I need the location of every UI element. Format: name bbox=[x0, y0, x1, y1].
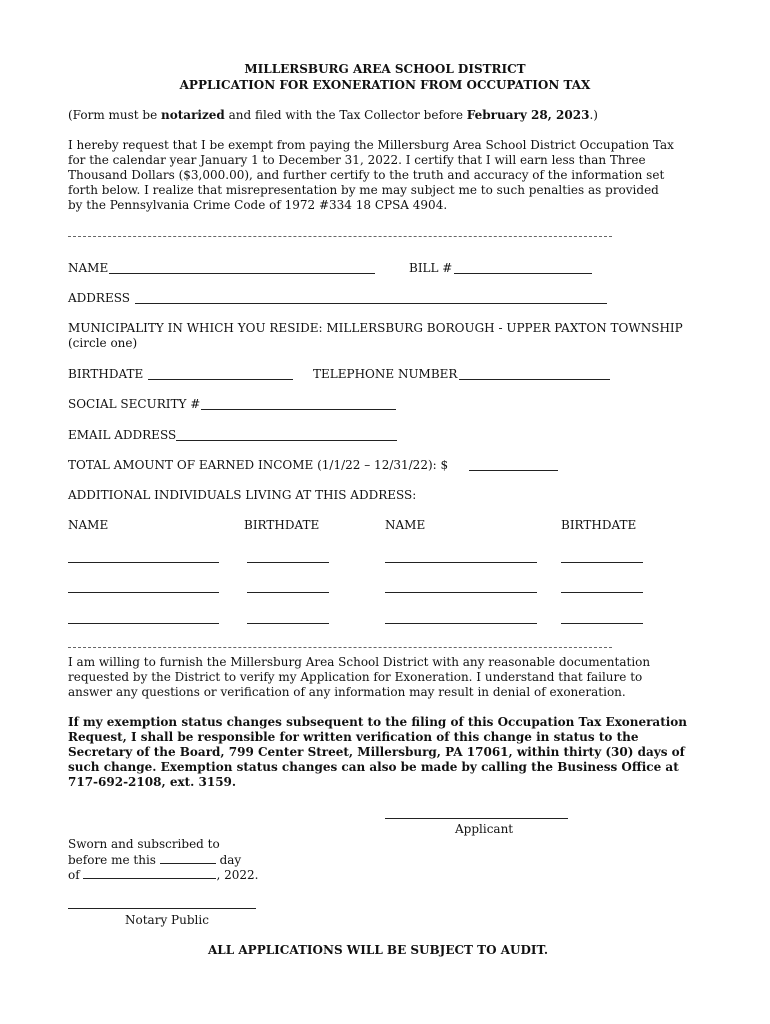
total-income-label: TOTAL AMOUNT OF EARNED INCOME (1/1/22 – 12/31/22): $ bbox=[68, 458, 449, 472]
intro-line: forth below. I realize that misrepresentation by me may subject me to such penalties as provided bbox=[68, 183, 659, 197]
willing-line: I am willing to furnish the Millersburg Area School District with any reasonable documentation bbox=[68, 655, 651, 669]
circle-one-note: (circle one) bbox=[68, 336, 138, 350]
willing-line: requested by the District to verify my Application for Exoneration. I understand that failure to bbox=[68, 670, 643, 684]
additional-birthdate-line[interactable] bbox=[561, 623, 643, 624]
applicant-label: Applicant bbox=[455, 822, 514, 836]
additional-name-line[interactable] bbox=[68, 562, 219, 563]
change-line: If my exemption status changes subsequent to the filing of this Occupation Tax Exoneration bbox=[68, 715, 688, 729]
dashed-divider bbox=[68, 647, 612, 648]
additional-name-line[interactable] bbox=[68, 623, 219, 624]
additional-name-line[interactable] bbox=[385, 623, 537, 624]
intro-line: for the calendar year January 1 to December 31, 2022. I certify that I will earn less than Three bbox=[68, 153, 646, 167]
additional-heading: ADDITIONAL INDIVIDUALS LIVING AT THIS ADDRESS: bbox=[68, 488, 417, 502]
district-title: MILLERSBURG AREA SCHOOL DISTRICT bbox=[244, 62, 526, 76]
birthdate-label: BIRTHDATE bbox=[68, 367, 144, 381]
willing-line: answer any questions or verification of any information may result in denial of exoneration. bbox=[68, 685, 626, 699]
bill-field-line[interactable] bbox=[454, 273, 592, 274]
month-field-line[interactable] bbox=[83, 867, 216, 879]
dashed-divider bbox=[68, 236, 612, 237]
email-label: EMAIL ADDRESS bbox=[68, 428, 177, 442]
col-name-2: NAME bbox=[385, 518, 426, 532]
telephone-label: TELEPHONE NUMBER bbox=[313, 367, 458, 381]
sworn-line-1: Sworn and subscribed to bbox=[68, 837, 220, 851]
birthdate-field-line[interactable] bbox=[148, 379, 293, 380]
address-label: ADDRESS bbox=[68, 291, 130, 305]
total-income-field-line[interactable] bbox=[469, 470, 558, 471]
additional-name-line[interactable] bbox=[385, 592, 537, 593]
additional-birthdate-line[interactable] bbox=[247, 592, 329, 593]
address-field-line[interactable] bbox=[135, 303, 607, 304]
additional-birthdate-line[interactable] bbox=[247, 623, 329, 624]
applicant-signature-line[interactable] bbox=[385, 818, 568, 819]
form-title: APPLICATION FOR EXONERATION FROM OCCUPATION TAX bbox=[179, 78, 591, 92]
intro-line: I hereby request that I be exempt from paying the Millersburg Area School District Occupation Tax bbox=[68, 138, 674, 152]
intro-line: Thousand Dollars ($3,000.00), and further certify to the truth and accuracy of the information set bbox=[68, 168, 665, 182]
day-field-line[interactable] bbox=[160, 852, 216, 864]
bill-label: BILL # bbox=[409, 261, 453, 275]
col-name-1: NAME bbox=[68, 518, 109, 532]
telephone-field-line[interactable] bbox=[459, 379, 610, 380]
ssn-label: SOCIAL SECURITY # bbox=[68, 397, 201, 411]
col-birthdate-1: BIRTHDATE bbox=[244, 518, 320, 532]
name-label: NAME bbox=[68, 261, 109, 275]
notary-signature-line[interactable] bbox=[68, 908, 256, 909]
additional-name-line[interactable] bbox=[385, 562, 537, 563]
ssn-field-line[interactable] bbox=[201, 409, 396, 410]
audit-notice: ALL APPLICATIONS WILL BE SUBJECT TO AUDIT. bbox=[208, 943, 549, 957]
name-field-line[interactable] bbox=[109, 273, 375, 274]
notary-label: Notary Public bbox=[125, 913, 209, 927]
sworn-line-3: of , 2022. bbox=[68, 868, 259, 882]
intro-line: by the Pennsylvania Crime Code of 1972 #334 18 CPSA 4904. bbox=[68, 198, 448, 212]
additional-birthdate-line[interactable] bbox=[561, 562, 643, 563]
additional-birthdate-line[interactable] bbox=[247, 562, 329, 563]
filing-notice: (Form must be notarized and filed with the Tax Collector before February 28, 2023.) bbox=[68, 108, 598, 122]
municipality-label: MUNICIPALITY IN WHICH YOU RESIDE: MILLERSBURG BOROUGH - UPPER PAXTON TOWNSHIP bbox=[68, 321, 683, 335]
additional-birthdate-line[interactable] bbox=[561, 592, 643, 593]
change-line: Request, I shall be responsible for written verification of this change in status to the bbox=[68, 730, 639, 744]
email-field-line[interactable] bbox=[176, 440, 397, 441]
change-line: Secretary of the Board, 799 Center Street, Millersburg, PA 17061, within thirty (30) days of bbox=[68, 745, 685, 759]
change-line: 717-692-2108, ext. 3159. bbox=[68, 775, 237, 789]
col-birthdate-2: BIRTHDATE bbox=[561, 518, 637, 532]
additional-name-line[interactable] bbox=[68, 592, 219, 593]
sworn-line-2: before me this day bbox=[68, 853, 242, 867]
change-line: such change. Exemption status changes can also be made by calling the Business Office at bbox=[68, 760, 679, 774]
